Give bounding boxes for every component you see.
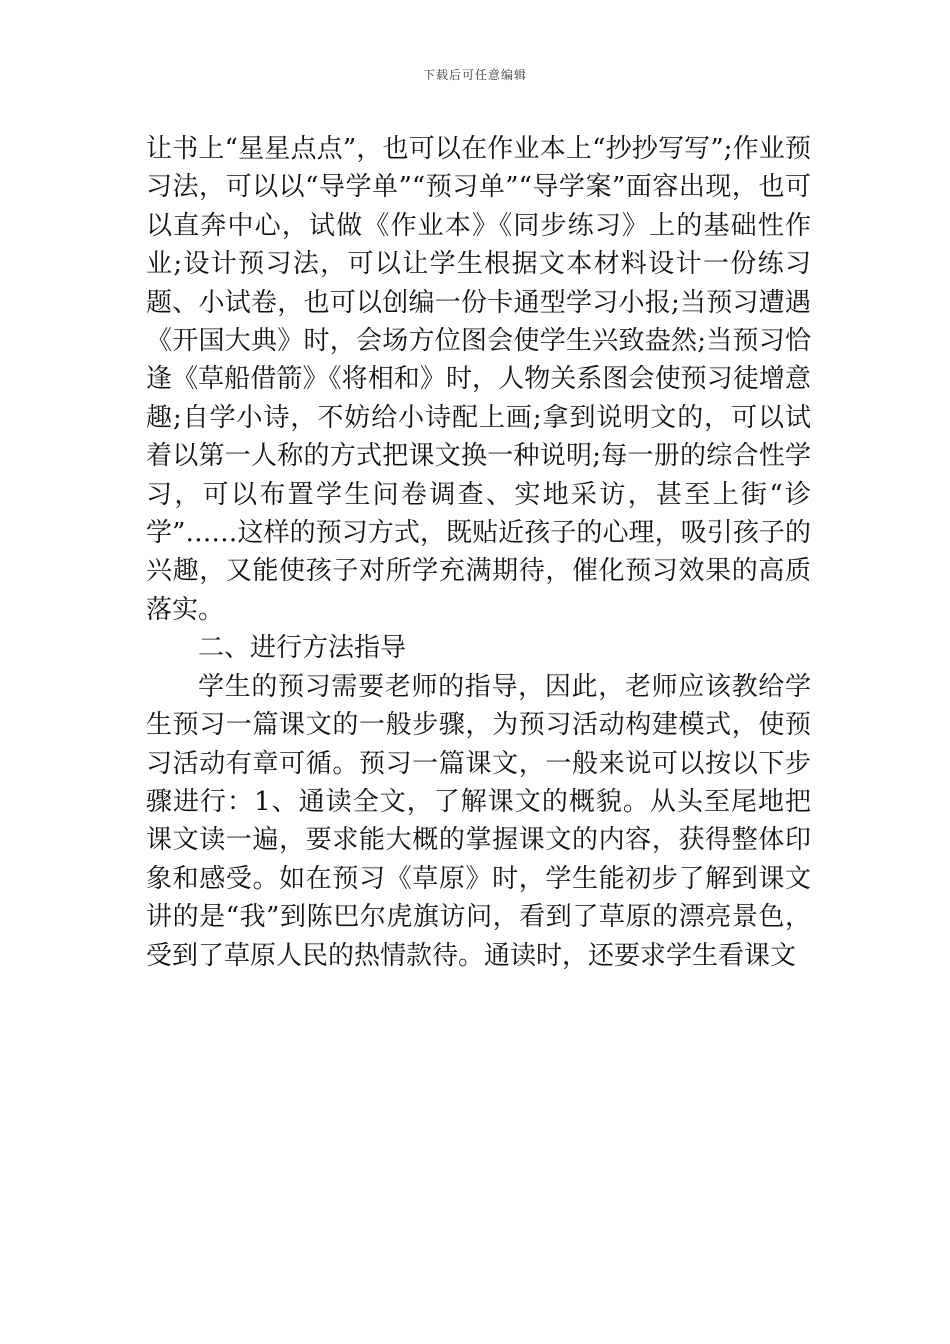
- section-heading: 二、进行方法指导: [198, 633, 407, 664]
- document-body: [146, 130, 811, 975]
- page-header-note: 下载后可任意编辑: [422, 68, 527, 82]
- body-paragraph-1: 让书上“星星点点”，也可以在作业本上“抄抄写写”;作业预习法，可以以“导学单”“预习单”“导学案”面容出现，也可以直奔中心，试做《作业本》《同步练习》上的基础性作业;设计预习法，可以让学生根据文本材料设计一份练习题、小试卷，也可以创编一份卡通型学习小报;当预习遭遇《开国大典》时，会场方位图会使学生兴致盎然;当预习恰逢《草船借箭》《将相和》时，人物关系图会使预习徒增意趣;自学小诗，不妨给小诗配上画;拿到说明文的，可以试着以第一人称的方式把课文换一种说明;每一册的综合性学习，可以布置学生问卷调查、实地采访，甚至上街“诊学”……这样的预习方式，既贴近孩子的心理，吸引孩子的兴趣，又能使孩子对所学充满期待，催化预习效果的高质落实。: [146, 134, 811, 625]
- body-paragraph-2: 学生的预习需要老师的指导，因此，老师应该教给学生预习一篇课文的一般步骤，为预习活动构建模式，使预习活动有章可循。预习一篇课文，一般来说可以按以下步骤进行：1、通读全文，了解课文的概貌。从头至尾地把课文读一遍，要求能大概的掌握课文的内容，获得整体印象和感受。如在预习《草原》时，学生能初步了解到课文讲的是“我”到陈巴尔虎旗访问，看到了草原的漂亮景色，受到了草原人民的热情款待。通读时，还要求学生看课文: [146, 671, 811, 971]
